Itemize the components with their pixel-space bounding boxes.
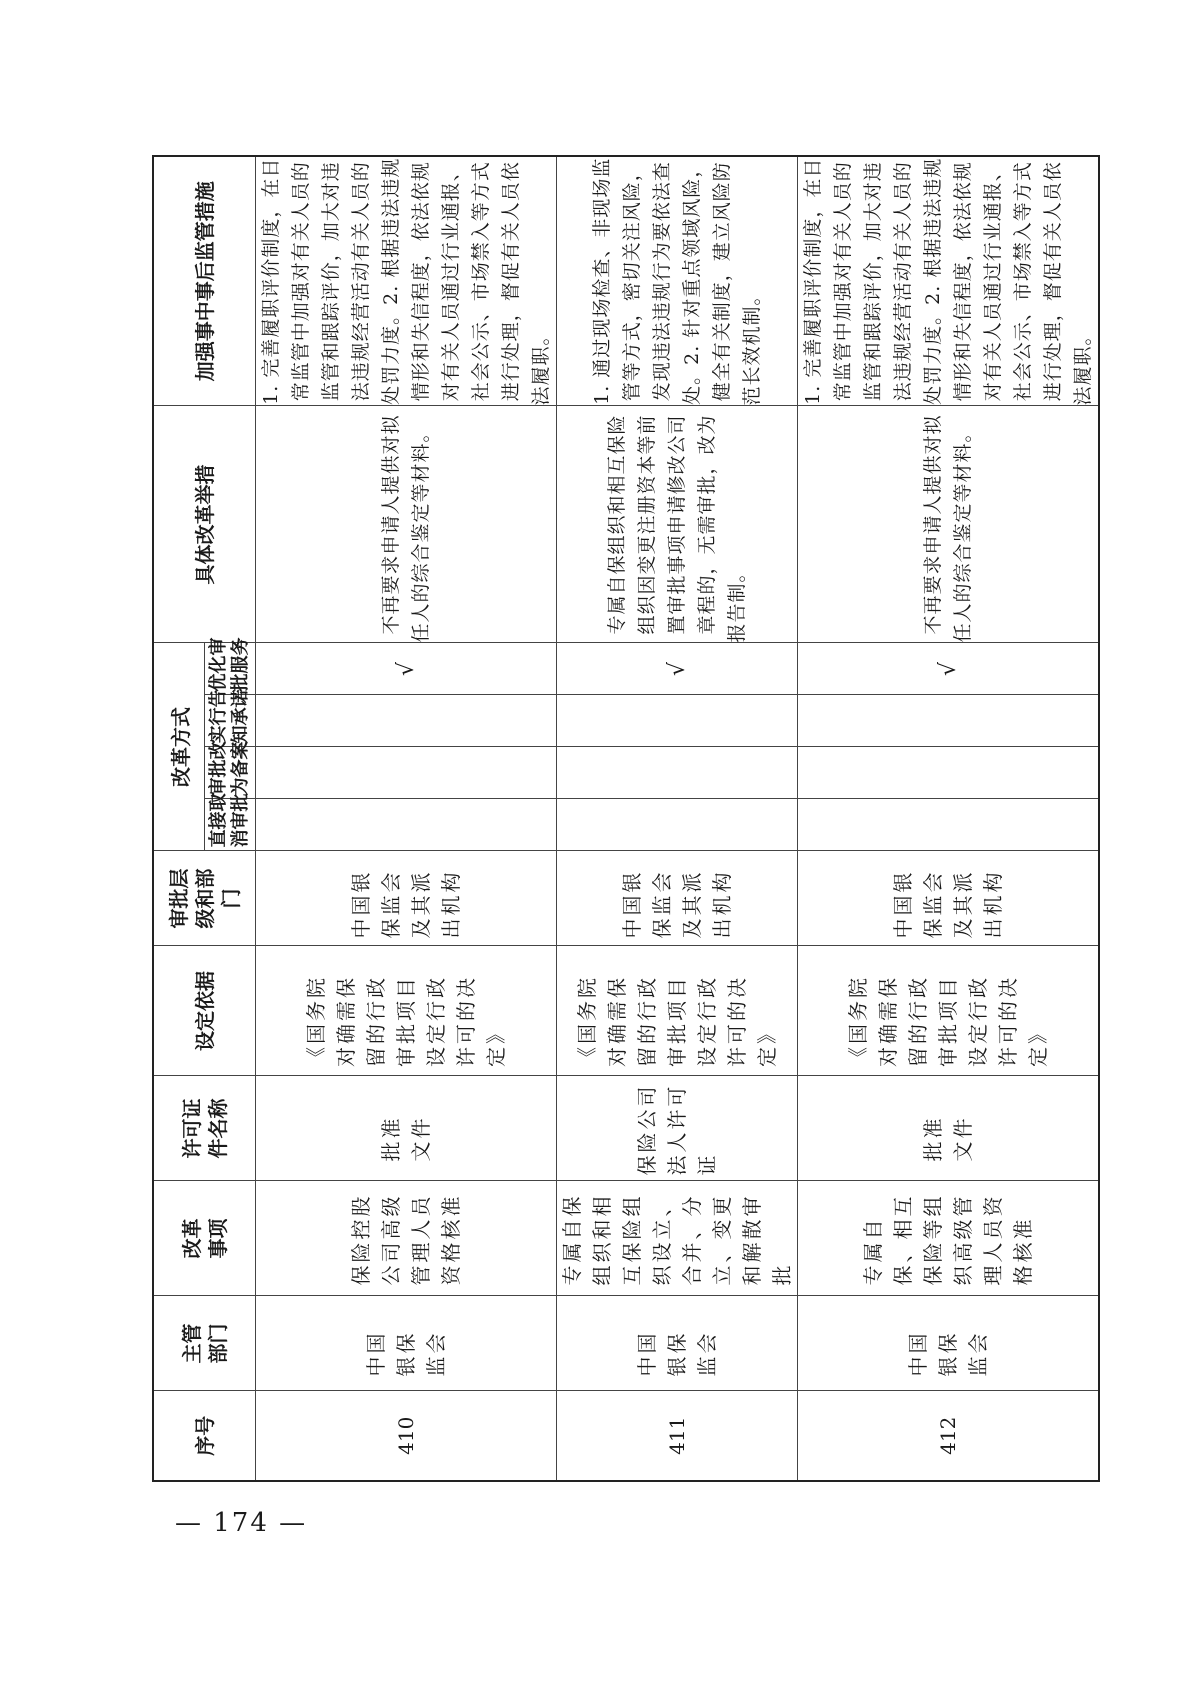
cell-method-optimize: √ — [798, 643, 1100, 695]
cell-method-filing — [557, 747, 798, 799]
cell-dept: 中国银保监会 — [798, 1296, 1100, 1391]
cell-item: 专属自保组织和相互保险组织设立、合并、分立、变更和解散审批 — [557, 1181, 798, 1296]
cell-seq: 412 — [798, 1391, 1100, 1481]
header-method-cancel: 直接取消审批 — [205, 799, 256, 851]
cell-seq: 410 — [256, 1391, 557, 1481]
header-method-notify: 实行告知承诺 — [205, 695, 256, 747]
cell-method-filing — [798, 747, 1100, 799]
cell-supervision: 1. 完善履职评价制度，在日常监管中加强对有关人员的监管和跟踪评价，加大对违法违规经营活动有关人员的处罚力度。2. 根据违法违规情形和失信程度，依法依规对有关人员通过行业通报、社会公示、市场禁入等方式进行处理，督促有关人员依法履职。 — [798, 156, 1100, 406]
reform-table — [152, 155, 1100, 1482]
cell-basis: 《国务院对确需保留的行政审批项目设定行政许可的决定》 — [798, 946, 1100, 1076]
cell-level: 中国银保监会及其派出机构 — [557, 851, 798, 946]
cell-basis: 《国务院对确需保留的行政审批项目设定行政许可的决定》 — [256, 946, 557, 1076]
cell-method-notify — [557, 695, 798, 747]
cell-measures: 专属自保组织和相互保险组织因变更注册资本等前置审批事项申请修改公司章程的，无需审批，改为报告制。 — [557, 406, 798, 643]
cell-item: 保险控股公司高级管理人员资格核准 — [256, 1181, 557, 1296]
header-level: 审批层级和部门 — [153, 851, 256, 946]
cell-method-cancel — [798, 799, 1100, 851]
header-license: 许可证件名称 — [153, 1076, 256, 1181]
cell-supervision: 1. 通过现场检查、非现场监管等方式，密切关注风险，发现违法违规行为要依法查处。2. 针对重点领域风险，健全有关制度，建立风险防范长效机制。 — [557, 156, 798, 406]
cell-method-optimize: √ — [557, 643, 798, 695]
cell-license: 批准文件 — [798, 1076, 1100, 1181]
cell-measures: 不再要求申请人提供对拟任人的综合鉴定等材料。 — [256, 406, 557, 643]
cell-method-notify — [798, 695, 1100, 747]
header-dept: 主管部门 — [153, 1296, 256, 1391]
table-row — [557, 156, 798, 1481]
header-item: 改革事项 — [153, 1181, 256, 1296]
header-supervision: 加强事中事后监管措施 — [153, 156, 256, 406]
cell-dept: 中国银保监会 — [256, 1296, 557, 1391]
cell-supervision: 1. 完善履职评价制度，在日常监管中加强对有关人员的监管和跟踪评价，加大对违法违规经营活动有关人员的处罚力度。2. 根据违法违规情形和失信程度，依法依规对有关人员通过行业通报、社会公示、市场禁入等方式进行处理，督促有关人员依法履职。 — [256, 156, 557, 406]
cell-level: 中国银保监会及其派出机构 — [798, 851, 1100, 946]
cell-item: 专属自保、相互保险等组织高级管理人员资格核准 — [798, 1181, 1100, 1296]
header-method: 改革方式 — [153, 643, 205, 851]
cell-method-notify — [256, 695, 557, 747]
table-row — [256, 156, 557, 1481]
header-method-optimize: 优化审批服务 — [205, 643, 256, 695]
cell-measures: 不再要求申请人提供对拟任人的综合鉴定等材料。 — [798, 406, 1100, 643]
rotated-table-container — [152, 157, 1094, 1482]
table-row — [798, 156, 1100, 1481]
cell-method-filing — [256, 747, 557, 799]
header-seq: 序号 — [153, 1391, 256, 1481]
page-number: — 174 — — [175, 1508, 308, 1538]
cell-method-optimize: √ — [256, 643, 557, 695]
cell-method-cancel — [256, 799, 557, 851]
header-method-filing: 审批改为备案 — [205, 747, 256, 799]
cell-level: 中国银保监会及其派出机构 — [256, 851, 557, 946]
cell-seq: 411 — [557, 1391, 798, 1481]
cell-method-cancel — [557, 799, 798, 851]
header-measures: 具体改革举措 — [153, 406, 256, 643]
cell-basis: 《国务院对确需保留的行政审批项目设定行政许可的决定》 — [557, 946, 798, 1076]
cell-license: 保险公司法人许可证 — [557, 1076, 798, 1181]
header-basis: 设定依据 — [153, 946, 256, 1076]
cell-license: 批准文件 — [256, 1076, 557, 1181]
cell-dept: 中国银保监会 — [557, 1296, 798, 1391]
